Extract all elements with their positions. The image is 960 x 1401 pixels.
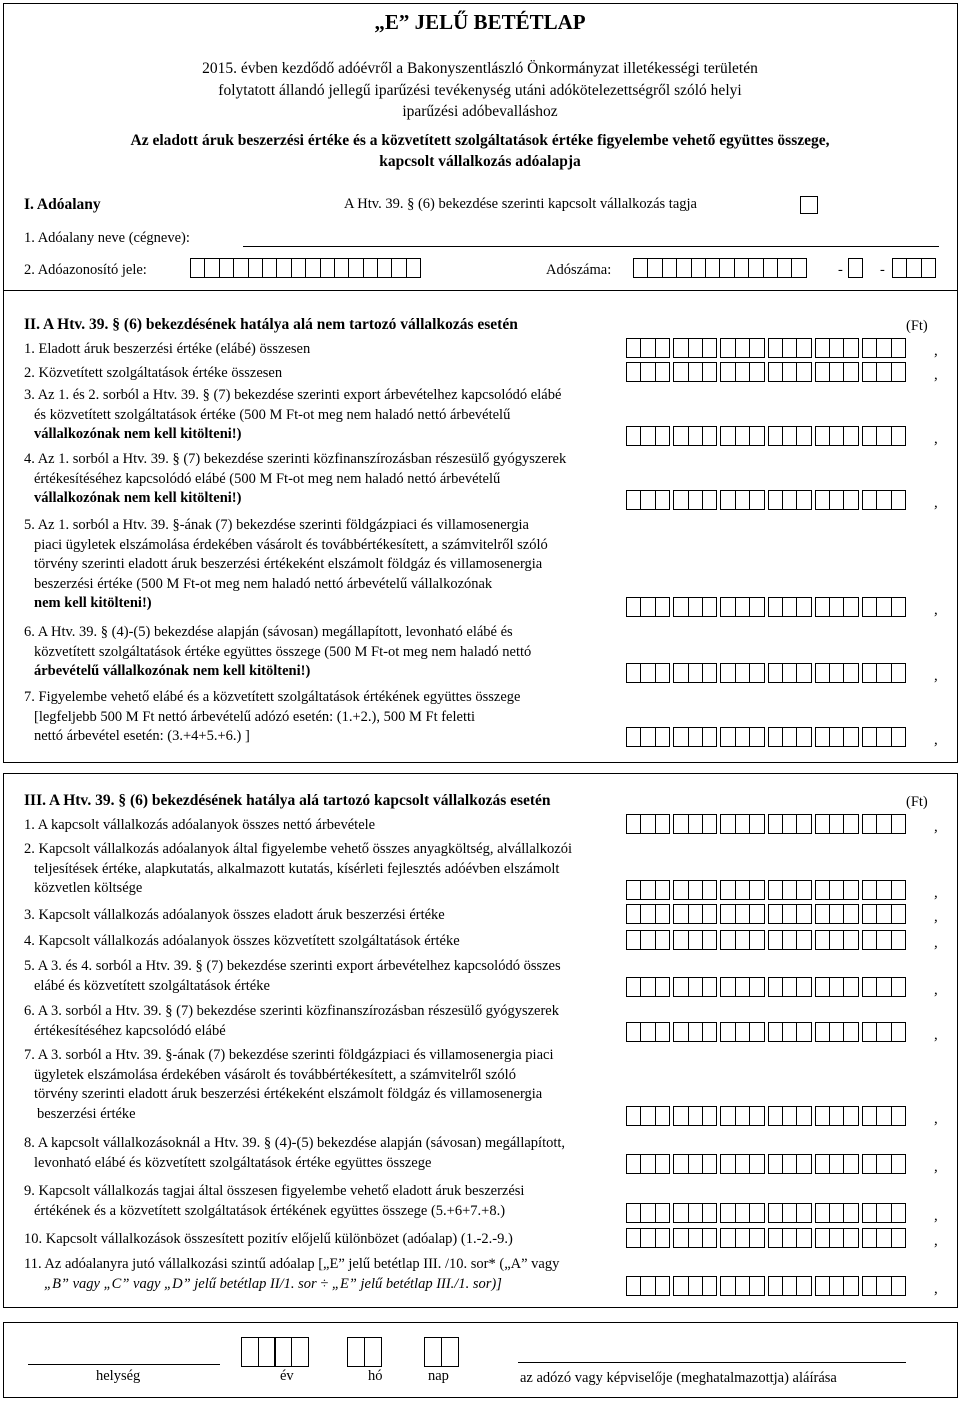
s2-row3-text: 3. Az 1. és 2. sorból a Htv. 39. § (7) bekezdése szerinti export árbevételhez kapcsolódó elábé és közvetített szolgáltatások értéke (500 M Ft-ot meg nem haladó nettó árbevételű vállalkozónak nem kell kitölteni!) <box>24 387 562 442</box>
s2-row6-text: 6. A Htv. 39. § (4)-(5) bekezdése alapján (sávosan) megállapított, levonható elábé és közvetített szolgáltatások értéke együttes összege (500 M Ft-ot meg nem haladó nettó árbevételű vállalkozónak nem kell kitölteni!) <box>24 624 532 679</box>
section1-heading: I. Adóalany <box>24 196 101 213</box>
s2-row2-text: 2. Közvetített szolgáltatások értéke összesen <box>24 365 283 381</box>
s2-row3-boxes[interactable] <box>626 426 909 446</box>
tax-number-boxes-end[interactable] <box>892 258 935 278</box>
s2-row5-text: 5. Az 1. sorból a Htv. 39. §-ának (7) bekezdése szerinti földgázpiaci és villamosenergia piaci ügyletek elszámolása érdekében vásárolt és továbbértékesített, a számvitelről szóló törvény szerinti eladott áruk beszerzési értékeként elszámolt földgáz és villamosenergia beszerzési értéke (500 M Ft-ot meg nem haladó nettó árbevételű vállalkozónak nem kell kitölteni!) <box>24 517 548 611</box>
related-company-checkbox-label: A Htv. 39. § (6) bekezdése szerinti kapcsolt vállalkozás tagja <box>344 196 697 212</box>
month-boxes[interactable] <box>347 1337 380 1367</box>
s3-row3-text: 3. Kapcsolt vállalkozás adóalanyok összes eladott áruk beszerzési értéke <box>24 907 445 923</box>
s2-row6-comma: , <box>934 668 938 684</box>
s3-row11-boxes[interactable] <box>626 1276 909 1296</box>
s3-row2-text: 2. Kapcsolt vállalkozás adóalanyok által figyelembe vehető összes anyagköltség, alvállalkozói teljesítések értéke, alapkutatás, alkalmazott kutatás, kísérleti fejlesztés adóévben elszámolt közvetlen költsége <box>24 841 572 896</box>
section3-heading: III. A Htv. 39. § (6) bekezdésének hatálya alá tartozó kapcsolt vállalkozás esetén <box>24 792 551 809</box>
s2-row2-boxes[interactable] <box>626 362 909 382</box>
s3-row10-boxes[interactable] <box>626 1228 909 1248</box>
subtitle-line-3: iparűzési adóbevalláshoz <box>402 103 558 120</box>
subtitle-line-2: folytatott állandó jellegű iparűzési tevékenység utáni adókötelezettségről szóló helyi <box>218 82 742 99</box>
signature-field[interactable] <box>518 1362 906 1363</box>
tax-number-boxes-mid[interactable] <box>848 258 862 278</box>
tax-number-label: Adószáma: <box>546 262 612 278</box>
s3-row11-text: 11. Az adóalanyra jutó vállalkozási szintű adóalap [„E” jelű betétlap III. /10. sor* („A” vagy „B” vagy „C” vagy „D” jelű betétlap II/1. sor ÷ „E” jelű betétlap III./1. sor)] <box>24 1256 560 1292</box>
taxpayer-name-label: 1. Adóalany neve (cégneve): <box>24 230 190 246</box>
s2-row4-text: 4. Az 1. sorból a Htv. 39. § (7) bekezdése szerinti közfinanszírozásban részesülő gyógyszerek értékesítéséhez kapcsolódó elábé (500 M Ft-ot meg nem haladó nettó árbevételű vállalkozónak nem kell kitölteni!) <box>24 451 567 506</box>
s3-row7-text: 7. A 3. sorból a Htv. 39. §-ának (7) bekezdése szerinti földgázpiaci és villamosenergia piaci ügyletek elszámolása érdekében vásárolt és továbbértékesített, a számvitelről szóló törvény szerinti eladott áruk beszerzési értékeként elszámolt földgáz és villamosenergia beszerzési értéke <box>24 1047 554 1122</box>
s3-row3-boxes[interactable] <box>626 904 909 924</box>
s3-row8-boxes[interactable] <box>626 1154 909 1174</box>
s2-row2-comma: , <box>934 367 938 383</box>
s3-row4-text: 4. Kapcsolt vállalkozás adóalanyok összes közvetített szolgáltatások értéke <box>24 933 460 949</box>
s2-row4-comma: , <box>934 495 938 511</box>
subtitle-line-1: 2015. évben kezdődő adóévről a Bakonyszentlászló Önkormányzat illetékességi területén <box>202 60 758 77</box>
s2-row5-boxes[interactable] <box>626 597 909 617</box>
s3-row7-boxes[interactable] <box>626 1106 909 1126</box>
s2-row5-comma: , <box>934 602 938 618</box>
s3-row1-text: 1. A kapcsolt vállalkozás adóalanyok összes nettó árbevétele <box>24 817 376 833</box>
s2-row6-boxes[interactable] <box>626 663 909 683</box>
s3-row9-boxes[interactable] <box>626 1203 909 1223</box>
signature-label: az adózó vagy képviselője (meghatalmazottja) aláírása <box>520 1370 837 1386</box>
page-title: „E” JELŰ BETÉTLAP <box>374 10 586 34</box>
month-label: hó <box>368 1368 383 1384</box>
s2-row7-text: 7. Figyelembe vehető elábé és a közvetített szolgáltatások értékének együttes összege [legfeljebb 500 M Ft nettó árbevételű adózó esetén: (1.+2.), 500 M Ft feletti nettó árbevétel esetén: (3.+4+5.+6.) ] <box>24 689 521 744</box>
s3-row10-comma: , <box>934 1233 938 1249</box>
s2-row1-comma: , <box>934 343 938 359</box>
s3-row4-comma: , <box>934 935 938 951</box>
day-boxes[interactable] <box>424 1337 457 1367</box>
day-label: nap <box>428 1368 449 1384</box>
s3-row3-comma: , <box>934 909 938 925</box>
s3-row5-comma: , <box>934 982 938 998</box>
s3-row1-comma: , <box>934 819 938 835</box>
s3-row11-comma: , <box>934 1281 938 1297</box>
tax-id-label: 2. Adóazonosító jele: <box>24 262 147 278</box>
tax-number-dash-2: - <box>880 262 885 278</box>
taxpayer-name-field[interactable] <box>243 246 939 247</box>
s3-row2-boxes[interactable] <box>626 880 909 900</box>
place-label: helység <box>96 1368 141 1384</box>
s3-row8-text: 8. A kapcsolt vállalkozásoknál a Htv. 39. § (4)-(5) bekezdése alapján (sávosan) megállapított, levonható elábé és közvetített szolgáltatások értéke együttes összege <box>24 1135 566 1171</box>
s2-row7-boxes[interactable] <box>626 727 909 747</box>
s3-row6-comma: , <box>934 1027 938 1043</box>
s2-row4-boxes[interactable] <box>626 490 909 510</box>
s2-row3-comma: , <box>934 431 938 447</box>
s3-row1-boxes[interactable] <box>626 814 909 834</box>
tax-number-boxes-main[interactable] <box>633 258 806 278</box>
related-company-checkbox[interactable] <box>800 196 818 214</box>
s2-row1-text: 1. Eladott áruk beszerzési értéke (elábé) összesen <box>24 341 311 357</box>
s3-row10-text: 10. Kapcsolt vállalkozások összesített pozitív előjelű különbözet (adóalap) (1.-2.-9.) <box>24 1231 513 1247</box>
s2-row7-comma: , <box>934 732 938 748</box>
s3-row2-comma: , <box>934 885 938 901</box>
year-label: év <box>280 1368 294 1384</box>
place-field[interactable] <box>28 1364 220 1365</box>
s3-row6-boxes[interactable] <box>626 1022 909 1042</box>
s3-row5-boxes[interactable] <box>626 977 909 997</box>
s3-row6-text: 6. A 3. sorból a Htv. 39. § (7) bekezdése szerinti közfinanszírozásban részesülő gyógyszerek értékesítéséhez kapcsolódó elábé <box>24 1003 559 1039</box>
tax-id-boxes[interactable] <box>190 258 420 278</box>
s3-row7-comma: , <box>934 1111 938 1127</box>
section3-unit: (Ft) <box>906 794 928 810</box>
bold-line-1: Az eladott áruk beszerzési értéke és a közvetített szolgáltatások értéke figyelembe vehető együttes összege, <box>130 132 830 149</box>
s3-row8-comma: , <box>934 1159 938 1175</box>
section2-unit: (Ft) <box>906 318 928 334</box>
s3-row9-comma: , <box>934 1208 938 1224</box>
s3-row5-text: 5. A 3. és 4. sorból a Htv. 39. § (7) bekezdése szerinti export árbevételhez kapcsolódó összes elábé és közvetített szolgáltatások értéke <box>24 958 561 994</box>
bold-line-2: kapcsolt vállalkozás adóalapja <box>379 153 581 170</box>
s3-row9-text: 9. Kapcsolt vállalkozás tagjai által összesen figyelembe vehető eladott áruk beszerzési értékének és a közvetített szolgáltatások értékének együttes összege (5.+6+7.+8.) <box>24 1183 525 1219</box>
year-boxes[interactable] <box>241 1337 307 1367</box>
s3-row4-boxes[interactable] <box>626 930 909 950</box>
separator-1 <box>3 290 958 291</box>
section2-heading: II. A Htv. 39. § (6) bekezdésének hatálya alá nem tartozó vállalkozás esetén <box>24 316 518 333</box>
s2-row1-boxes[interactable] <box>626 338 909 358</box>
tax-number-dash-1: - <box>838 262 843 278</box>
